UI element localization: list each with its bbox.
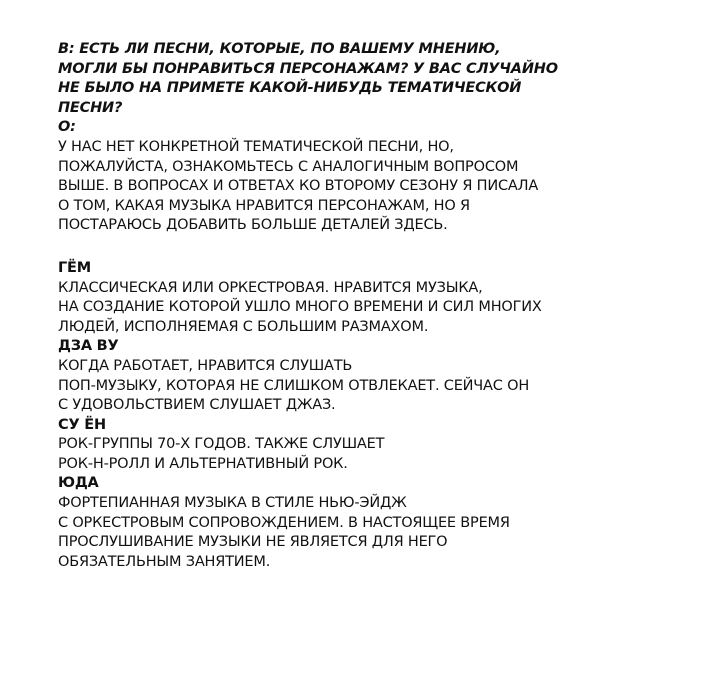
answer-line: О ТОМ, КАКАЯ МУЗЫКА НРАВИТСЯ ПЕРСОНАЖАМ, НО Я <box>58 197 470 214</box>
answer-line: ПОЖАЛУЙСТА, ОЗНАКОМЬТЕСЬ С АНАЛОГИЧНЫМ ВОПРОСОМ <box>58 158 519 175</box>
character-name: ЮДА <box>58 475 99 492</box>
character-section-yuda <box>58 474 698 572</box>
character-line: НА СОЗДАНИЕ КОТОРОЙ УШЛО МНОГО ВРЕМЕНИ И СИЛ МНОГИХ <box>58 299 542 316</box>
question-line: ПЕСНИ? <box>58 99 123 116</box>
character-line: ЛЮДЕЙ, ИСПОЛНЯЕМАЯ С БОЛЬШИМ РАЗМАХОМ. <box>58 318 429 335</box>
qa-page <box>58 40 698 572</box>
character-line: РОК-Н-РОЛЛ И АЛЬТЕРНАТИВНЫЙ РОК. <box>58 455 348 472</box>
character-line: ОБЯЗАТЕЛЬНЫМ ЗАНЯТИЕМ. <box>58 553 271 570</box>
character-line: РОК-ГРУППЫ 70-Х ГОДОВ. ТАКЖЕ СЛУШАЕТ <box>58 436 385 453</box>
character-name: ГЁМ <box>58 259 91 276</box>
character-section-dza-vu <box>58 337 698 415</box>
character-line: ФОРТЕПИАННАЯ МУЗЫКА В СТИЛЕ НЬЮ-ЭЙДЖ <box>58 495 407 512</box>
character-name: СУ ЁН <box>58 416 106 433</box>
character-line: ПРОСЛУШИВАНИЕ МУЗЫКИ НЕ ЯВЛЯЕТСЯ ДЛЯ НЕГО <box>58 534 448 551</box>
character-section-gem <box>58 259 698 337</box>
character-line: КОГДА РАБОТАЕТ, НРАВИТСЯ СЛУШАТЬ <box>58 357 353 374</box>
answer-line: У НАС НЕТ КОНКРЕТНОЙ ТЕМАТИЧЕСКОЙ ПЕСНИ, НО, <box>58 138 454 155</box>
character-line: С ОРКЕСТРОВЫМ СОПРОВОЖДЕНИЕМ. В НАСТОЯЩЕЕ ВРЕМЯ <box>58 514 510 531</box>
character-line: С УДОВОЛЬСТВИЕМ СЛУШАЕТ ДЖАЗ. <box>58 397 336 414</box>
answer-block <box>58 118 698 236</box>
section-spacer <box>58 236 698 259</box>
character-line: ПОП-МУЗЫКУ, КОТОРАЯ НЕ СЛИШКОМ ОТВЛЕКАЕТ. СЕЙЧАС ОН <box>58 377 530 394</box>
question-line: В: ЕСТЬ ЛИ ПЕСНИ, КОТОРЫЕ, ПО ВАШЕМУ МНЕНИЮ, <box>58 41 501 57</box>
answer-label: О: <box>58 119 76 136</box>
character-line: КЛАССИЧЕСКАЯ ИЛИ ОРКЕСТРОВАЯ. НРАВИТСЯ МУЗЫКА, <box>58 279 483 296</box>
question-line: НЕ БЫЛО НА ПРИМЕТЕ КАКОЙ-НИБУДЬ ТЕМАТИЧЕСКОЙ <box>58 80 522 97</box>
character-section-su-yon <box>58 416 698 475</box>
character-name: ДЗА ВУ <box>58 338 119 355</box>
answer-line: ВЫШЕ. В ВОПРОСАХ И ОТВЕТАХ КО ВТОРОМУ СЕЗОНУ Я ПИСАЛА <box>58 178 539 195</box>
question-block <box>58 40 698 118</box>
question-line: МОГЛИ БЫ ПОНРАВИТЬСЯ ПЕРСОНАЖАМ? У ВАС СЛУЧАЙНО <box>58 60 558 77</box>
answer-line: ПОСТАРАЮСЬ ДОБАВИТЬ БОЛЬШЕ ДЕТАЛЕЙ ЗДЕСЬ. <box>58 217 448 234</box>
